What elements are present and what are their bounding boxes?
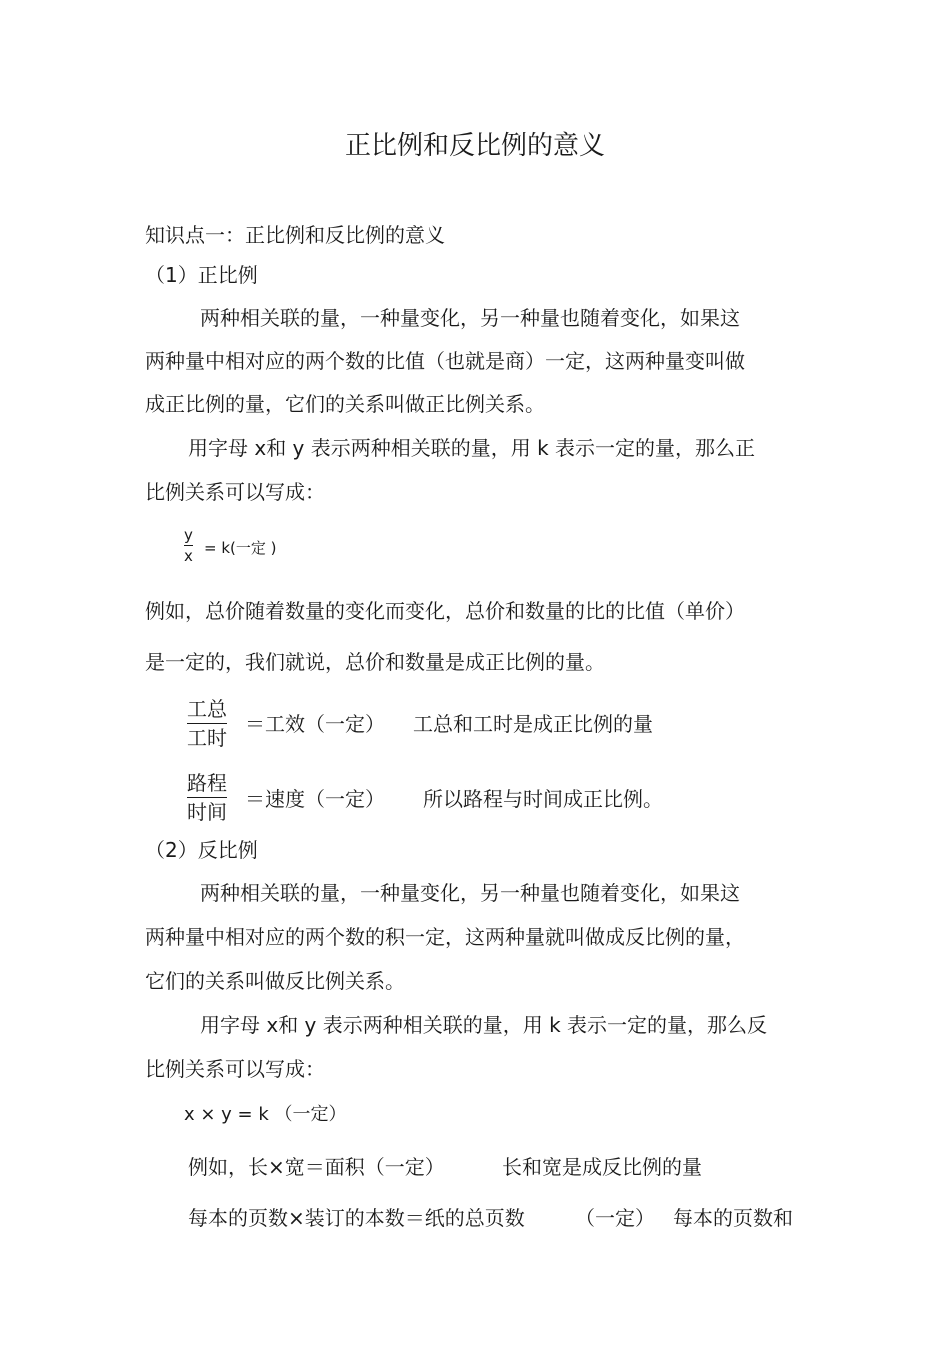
fraction-numerator: 工总 [187, 697, 227, 721]
fraction-denominator: 时间 [187, 800, 227, 824]
inverse-paragraph-line: 它们的关系叫做反比例关系。 [145, 969, 405, 993]
direct-letters-line: 用字母 x和 y 表示两种相关联的量，用 k 表示一定的量，那么正 [188, 436, 756, 460]
inverse-example-1-note: 长和宽是成反比例的量 [502, 1155, 702, 1179]
fraction-numerator: y [184, 526, 193, 544]
direct-example-line: 例如，总价随着数量的变化而变化，总价和数量的比的比值（单价） [145, 599, 745, 623]
work-fraction [187, 696, 227, 751]
direct-paragraph-line: 成正比例的量，它们的关系叫做正比例关系。 [145, 392, 545, 416]
inverse-formula: x × y = k （一定） [184, 1104, 347, 1125]
direct-letters-line: 比例关系可以写成： [145, 480, 325, 504]
inverse-example-2: 每本的页数×装订的本数＝纸的总页数 [188, 1206, 525, 1230]
inverse-example-2-mid: （一定） [575, 1206, 655, 1230]
inverse-letters-line: 比例关系可以写成： [145, 1057, 325, 1081]
direct-heading: （1）正比例 [145, 263, 258, 287]
inverse-paragraph-line: 两种量中相对应的两个数的积一定，这两种量就叫做成反比例的量， [145, 925, 745, 949]
fraction-denominator: x [184, 547, 193, 565]
inverse-paragraph-line: 两种相关联的量，一种量变化，另一种量也随着变化，如果这 [200, 881, 740, 905]
inverse-example-2-note: 每本的页数和 [673, 1206, 793, 1230]
work-formula: ＝工效（一定） [245, 712, 385, 736]
direct-formula-fraction [184, 526, 193, 565]
direct-paragraph-line: 两种相关联的量，一种量变化，另一种量也随着变化，如果这 [200, 306, 740, 330]
inverse-example-1: 例如，长×宽＝面积（一定） [188, 1155, 445, 1179]
inverse-heading: （2）反比例 [145, 838, 258, 862]
fraction-denominator: 工时 [187, 726, 227, 750]
distance-formula: ＝速度（一定） [245, 787, 385, 811]
fraction-bar [187, 797, 227, 798]
direct-paragraph-line: 两种量中相对应的两个数的比值（也就是商）一定，这两种量变叫做 [145, 349, 745, 373]
direct-example-line: 是一定的，我们就说，总价和数量是成正比例的量。 [145, 650, 605, 674]
inverse-letters-line: 用字母 x和 y 表示两种相关联的量，用 k 表示一定的量，那么反 [200, 1013, 768, 1037]
fraction-numerator: 路程 [187, 771, 227, 795]
distance-note: 所以路程与时间成正比例。 [423, 787, 663, 811]
work-note: 工总和工时是成正比例的量 [413, 712, 653, 736]
page-title: 正比例和反比例的意义 [344, 131, 605, 161]
fraction-bar [187, 723, 227, 724]
direct-formula-rest: = k(一定 ) [204, 539, 277, 557]
fraction-bar [184, 545, 193, 546]
distance-fraction [187, 770, 227, 825]
section-heading: 知识点一：正比例和反比例的意义 [145, 223, 445, 247]
